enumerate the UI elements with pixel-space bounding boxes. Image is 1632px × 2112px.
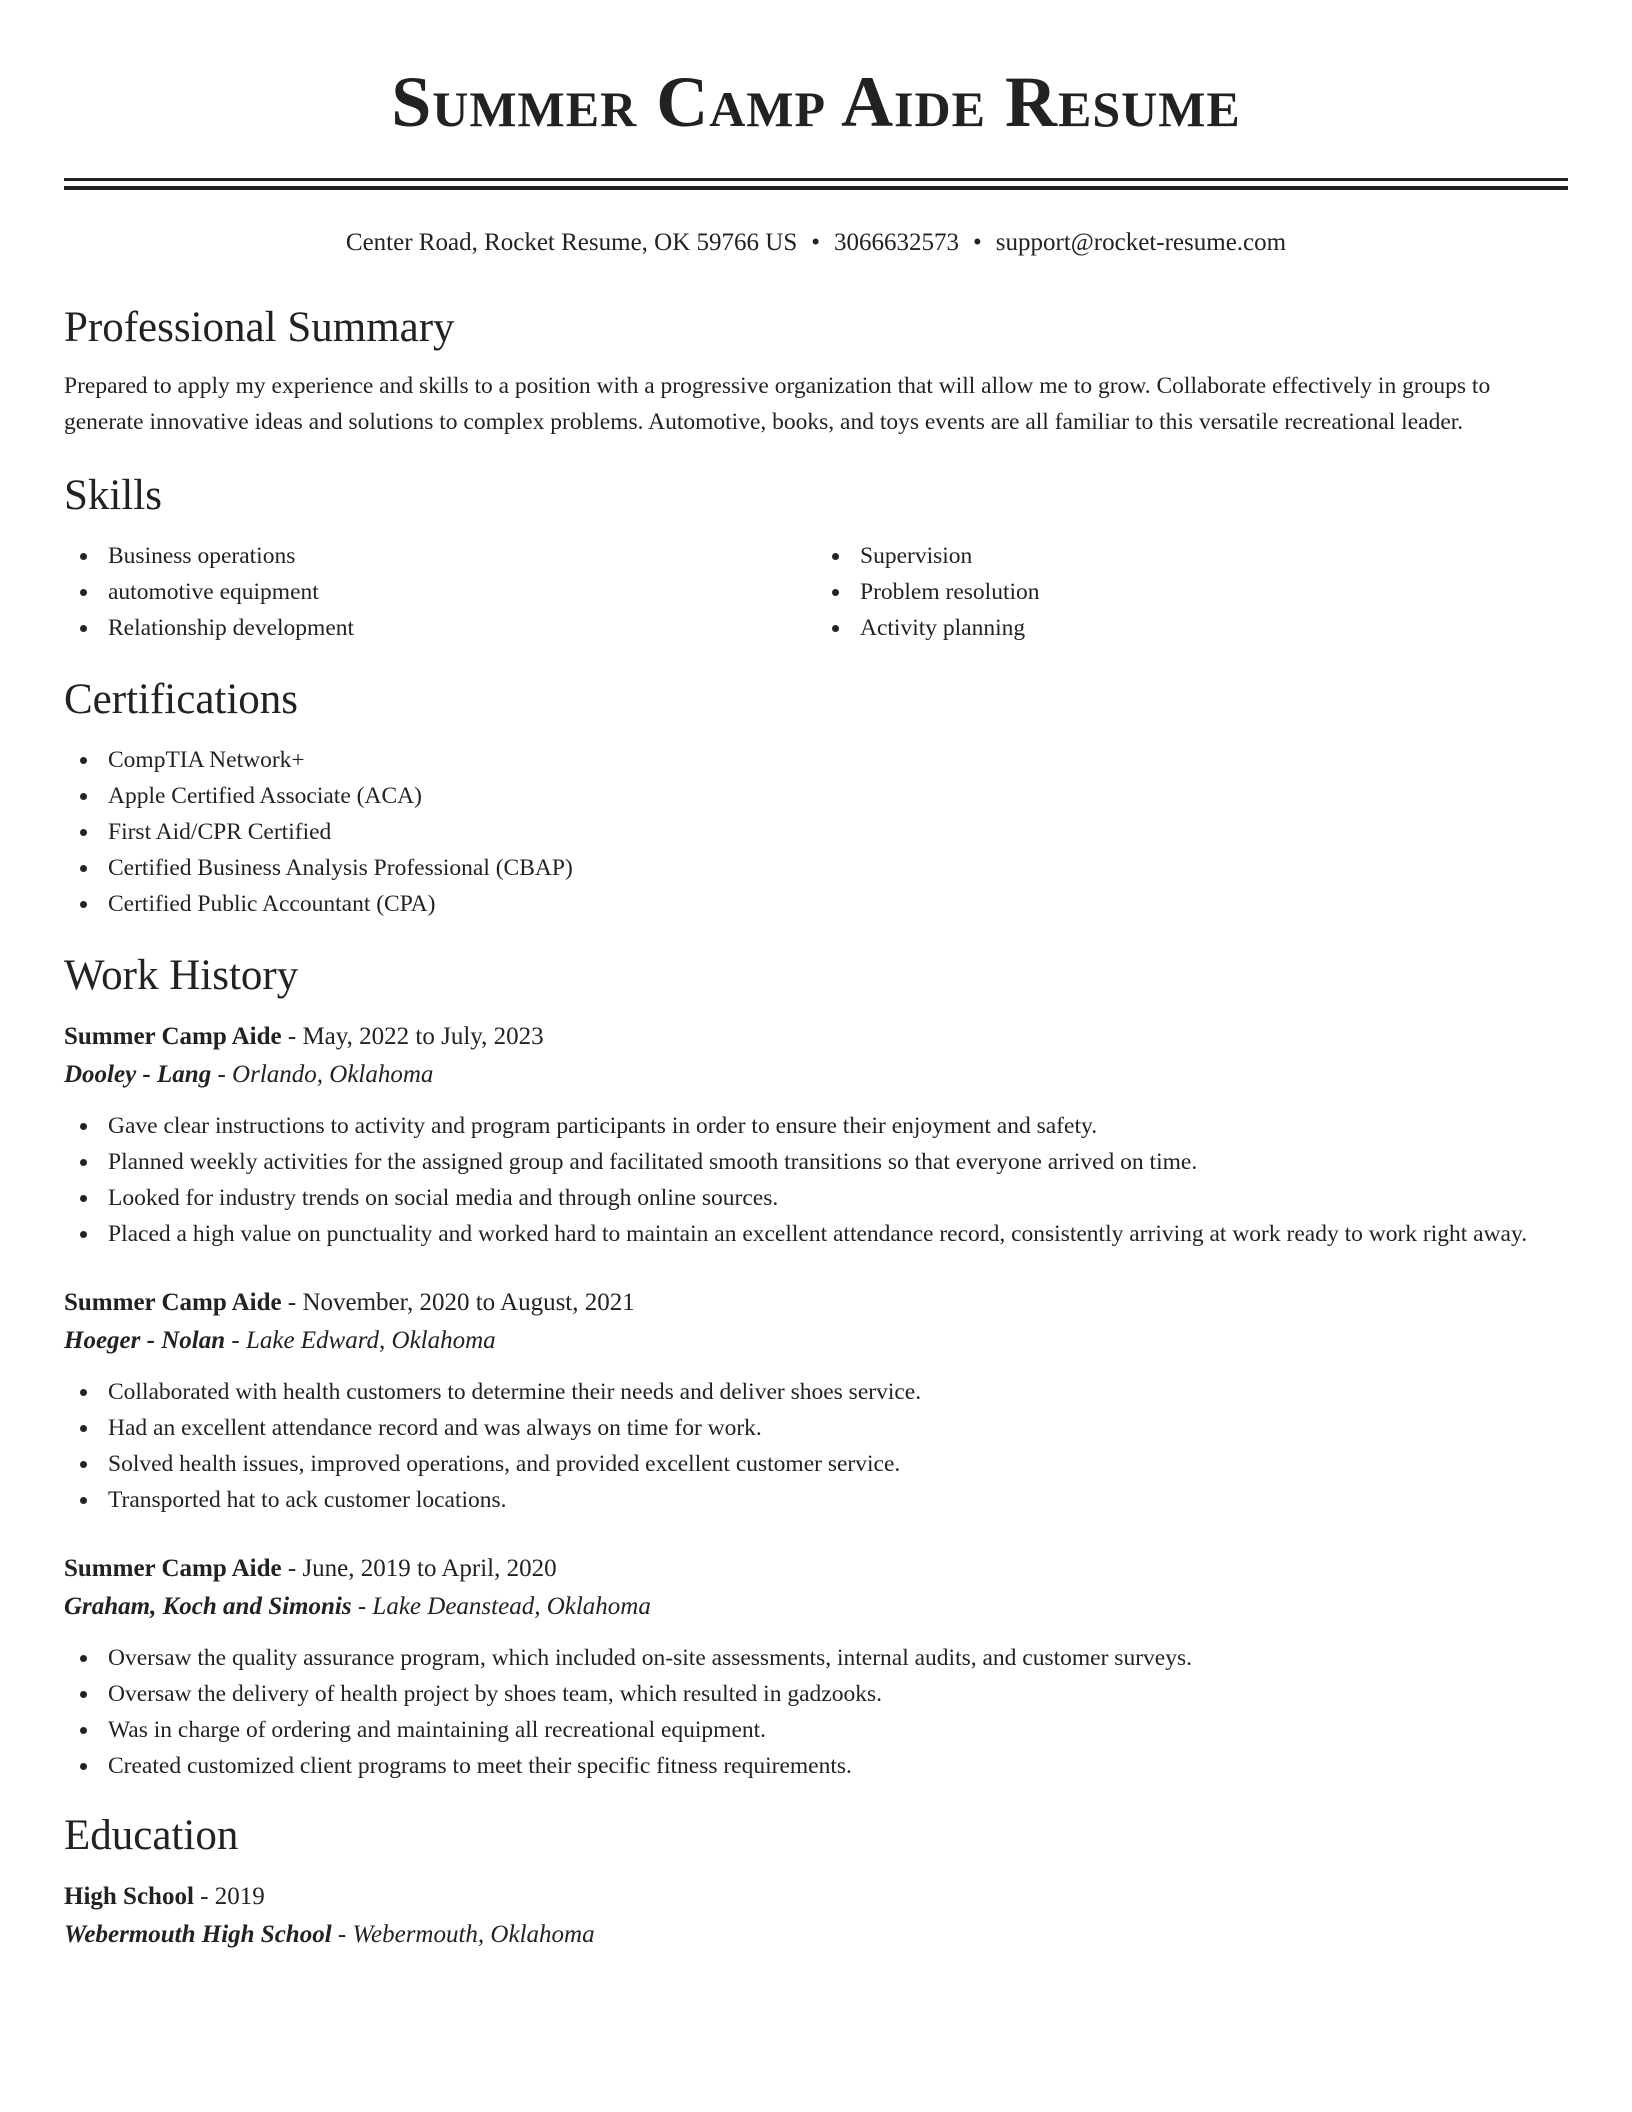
bullet-icon [80,1231,87,1238]
bullet-icon [80,757,87,764]
job-location: Lake Edward, Oklahoma [245,1327,496,1354]
job-employer-line: Dooley - Lang - Orlando, Oklahoma [64,1061,434,1088]
bullet-icon [80,865,87,872]
education-year: 2019 [214,1883,265,1910]
skill-item [816,574,1568,610]
certification-text: Certified Public Accountant (CPA) [108,891,436,917]
skill-text: Business operations [108,543,296,569]
skill-item [816,610,1568,646]
bullet-icon [80,1425,87,1432]
job-bullets [64,1640,1568,1784]
skill-text: Supervision [860,543,973,569]
education-degree: High School [64,1883,194,1910]
job-bullets [64,1108,1568,1252]
job-bullet [64,1446,1568,1482]
bullet-icon [80,1763,87,1770]
job-bullet-text: Was in charge of ordering and maintaining all recreational equipment. [108,1717,767,1743]
certification-text: Apple Certified Associate (ACA) [108,783,422,809]
job-entry [64,1550,1568,1784]
job-bullet-text: Collaborated with health customers to determine their needs and deliver shoes service. [108,1379,922,1405]
certification-text: CompTIA Network+ [108,747,305,773]
job-bullet-text: Looked for industry trends on social media and through online sources. [108,1185,779,1211]
education-entry [64,1878,1568,1954]
job-company: Dooley - Lang [64,1061,212,1088]
bullet-icon [832,625,839,632]
education-school-line: Webermouth High School - Webermouth, Oklahoma [64,1921,595,1948]
skill-item [816,538,1568,574]
skill-text: automotive equipment [108,579,319,605]
job-employer-line: Graham, Koch and Simonis - Lake Deanstead, Oklahoma [64,1593,651,1620]
bullet-icon [80,1497,87,1504]
contact-line [64,226,1568,260]
certification-text: Certified Business Analysis Professional (CBAP) [108,855,573,881]
job-bullet [64,1216,1568,1252]
skill-text: Relationship development [108,615,355,641]
skill-text: Activity planning [860,615,1026,641]
certification-item [64,850,1568,886]
contact-separator: • [811,229,821,256]
skill-item [64,538,816,574]
education-degree-line: High School - 2019 [64,1883,265,1910]
skill-text: Problem resolution [860,579,1040,605]
education-school: Webermouth High School [64,1921,332,1948]
bullet-icon [80,1461,87,1468]
job-title: Summer Camp Aide [64,1555,282,1582]
bullet-icon [832,553,839,560]
job-bullet-text: Had an excellent attendance record and was always on time for work. [108,1415,762,1441]
job-employer-line: Hoeger - Nolan - Lake Edward, Oklahoma [64,1327,496,1354]
job-location: Lake Deanstead, Oklahoma [372,1593,651,1620]
skills-column-left [64,538,816,646]
skills-list [64,538,1568,646]
job-title: Summer Camp Aide [64,1289,282,1316]
skills-heading: Skills [64,472,162,519]
bullet-icon [80,1123,87,1130]
certification-item [64,742,1568,778]
work-history-heading: Work History [64,952,299,999]
title-rule-top [64,178,1568,181]
contact-address: Center Road, Rocket Resume, OK 59766 US [345,229,798,256]
job-entry [64,1018,1568,1252]
job-company: Graham, Koch and Simonis [64,1593,352,1620]
bullet-icon [80,625,87,632]
job-bullets [64,1374,1568,1518]
job-bullet [64,1482,1568,1518]
contact-separator: • [973,229,982,256]
job-bullet-text: Created customized client programs to meet their specific fitness requirements. [108,1753,852,1779]
job-bullet-text: Solved health issues, improved operations, and provided excellent customer service. [108,1451,901,1477]
contact-phone: 3066632573 [834,229,960,256]
job-company: Hoeger - Nolan [64,1327,226,1354]
title-rule-bottom [64,186,1568,190]
bullet-icon [832,589,839,596]
skill-item [64,574,816,610]
job-bullet [64,1676,1568,1712]
job-location: Orlando, Oklahoma [232,1061,434,1088]
job-title-line: Summer Camp Aide - May, 2022 to July, 2023 [64,1023,544,1050]
certification-item [64,778,1568,814]
bullet-icon [80,1727,87,1734]
skill-item [64,610,816,646]
bullet-icon [80,1655,87,1662]
job-bullet-text: Oversaw the delivery of health project by shoes team, which resulted in gadzooks. [108,1681,882,1707]
job-title-line: Summer Camp Aide - November, 2020 to August, 2021 [64,1289,635,1316]
bullet-icon [80,793,87,800]
job-bullet [64,1712,1568,1748]
summary-heading: Professional Summary [64,304,455,351]
job-dates: June, 2019 to April, 2020 [302,1555,557,1582]
job-bullet [64,1410,1568,1446]
bullet-icon [80,589,87,596]
bullet-icon [80,1691,87,1698]
job-bullet [64,1748,1568,1784]
job-bullet-text: Gave clear instructions to activity and program participants in order to ensure their enjoyment and safety. [108,1113,1098,1139]
skills-column-right [816,538,1568,646]
job-bullet-text: Planned weekly activities for the assigned group and facilitated smooth transitions so that everyone arrived on time. [108,1149,1198,1175]
job-title: Summer Camp Aide [64,1023,282,1050]
job-dates: November, 2020 to August, 2021 [302,1289,635,1316]
resume-title: Summer Camp Aide Resume [391,62,1241,142]
job-bullet [64,1374,1568,1410]
job-dates: May, 2022 to July, 2023 [302,1023,544,1050]
certifications-heading: Certifications [64,676,299,723]
job-bullet [64,1144,1568,1180]
certifications-list [64,742,1568,922]
contact-email: support@rocket-resume.com [995,229,1287,256]
job-title-line: Summer Camp Aide - June, 2019 to April, 2020 [64,1555,557,1582]
job-bullet [64,1108,1568,1144]
bullet-icon [80,1195,87,1202]
certification-text: First Aid/CPR Certified [108,819,332,845]
education-location: Webermouth, Oklahoma [352,1921,595,1948]
job-entry [64,1284,1568,1518]
summary-text: Prepared to apply my experience and skills to a position with a progressive organization that will allow me to grow. Collaborate effectively in groups to generate innovative ideas and solutions to complex problems. Automotive, books, and toys events are all familiar to this versatile recreational leader. [64,373,1491,435]
job-bullet [64,1180,1568,1216]
bullet-icon [80,901,87,908]
certification-item [64,886,1568,922]
job-bullet-text: Transported hat to ack customer locations. [108,1487,507,1513]
job-bullet-text: Placed a high value on punctuality and worked hard to maintain an excellent attendance record, consistently arriving at work ready to work right away. [108,1221,1528,1247]
bullet-icon [80,829,87,836]
job-bullet-text: Oversaw the quality assurance program, which included on-site assessments, internal audits, and customer surveys. [108,1645,1192,1671]
certification-item [64,814,1568,850]
job-bullet [64,1640,1568,1676]
bullet-icon [80,1159,87,1166]
bullet-icon [80,1389,87,1396]
education-heading: Education [64,1812,239,1859]
bullet-icon [80,553,87,560]
